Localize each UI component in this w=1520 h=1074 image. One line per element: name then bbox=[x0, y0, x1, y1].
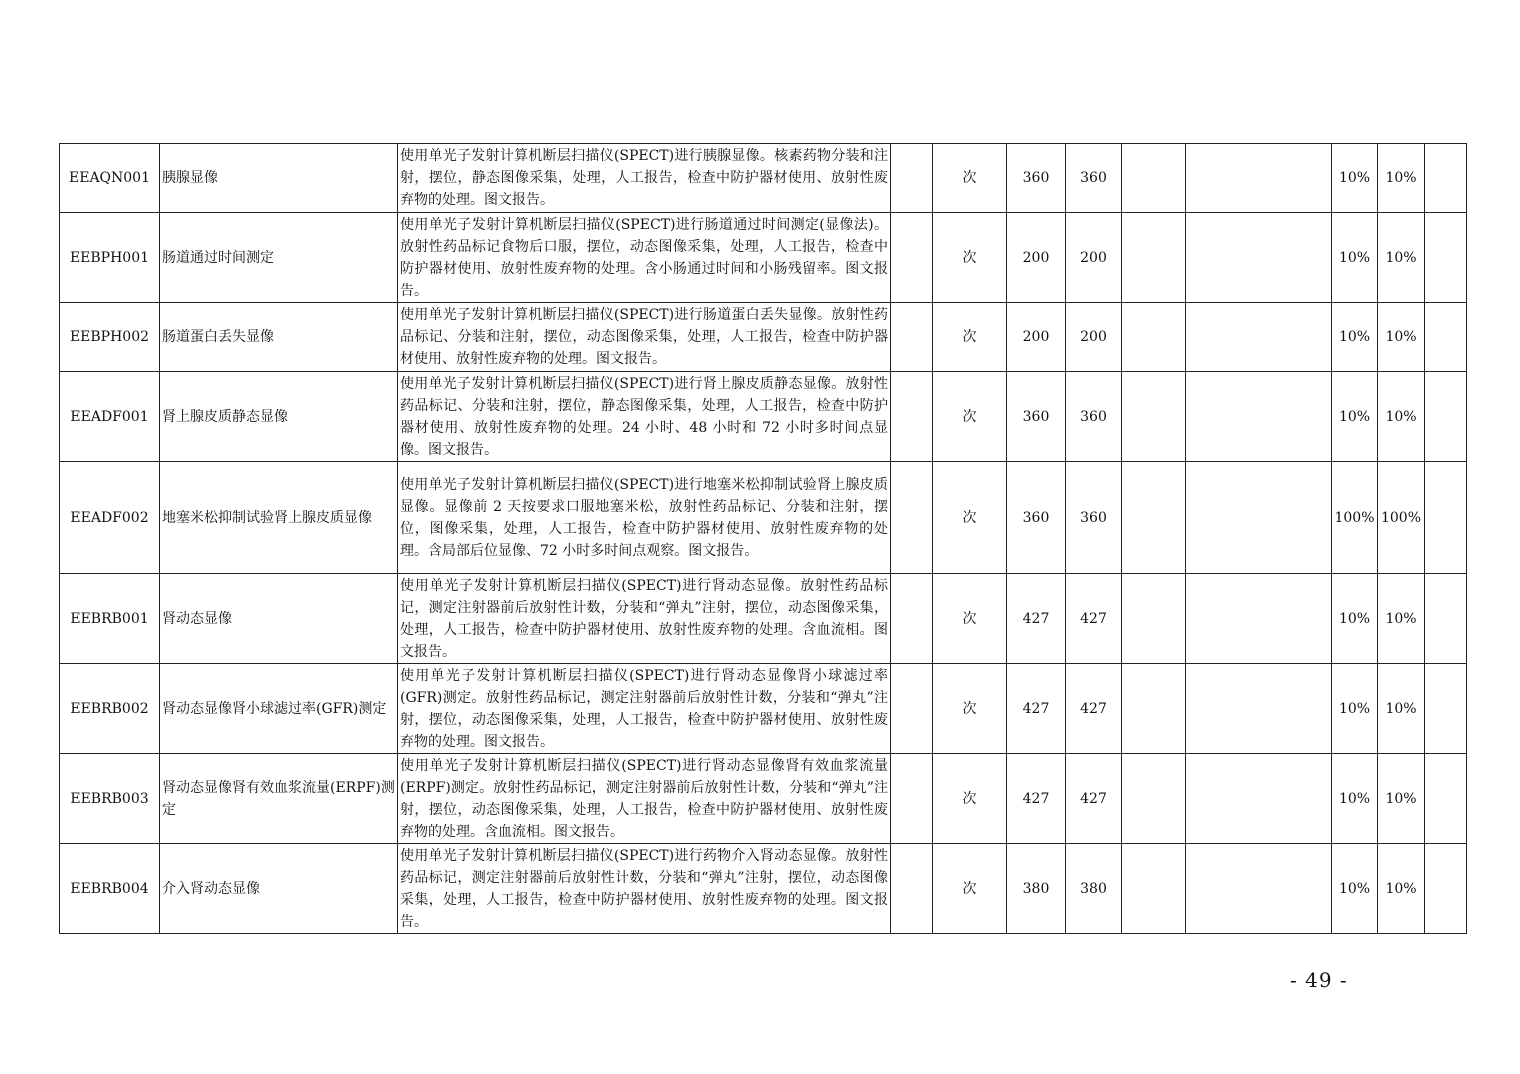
item-price-2: 427 bbox=[1066, 754, 1122, 844]
item-price-1: 380 bbox=[1007, 844, 1066, 934]
item-name: 肾上腺皮质静态显像 bbox=[160, 372, 398, 462]
empty-cell bbox=[1425, 574, 1467, 664]
item-description: 使用单光子发射计算机断层扫描仪(SPECT)进行地塞米松抑制试验肾上腺皮质显像。显像前 2 天按要求口服地塞米松，放射性药品标记、分装和注射，摆位，图像采集，处理，人工报告，检查中防护器材使用、放射性废弃物的处理。含局部后位显像、72 小时多时间点观察。图文报告。 bbox=[398, 462, 891, 574]
empty-cell bbox=[1425, 462, 1467, 574]
item-percent-2: 100% bbox=[1378, 462, 1425, 574]
item-code: EEBRB003 bbox=[60, 754, 160, 844]
item-percent-2: 10% bbox=[1378, 303, 1425, 372]
item-price-1: 200 bbox=[1007, 303, 1066, 372]
empty-cell bbox=[1425, 844, 1467, 934]
empty-cell bbox=[1425, 303, 1467, 372]
empty-cell bbox=[891, 664, 933, 754]
item-percent-1: 100% bbox=[1332, 462, 1378, 574]
item-percent-1: 10% bbox=[1332, 213, 1378, 303]
item-percent-2: 10% bbox=[1378, 144, 1425, 213]
item-name: 肾动态显像肾小球滤过率(GFR)测定 bbox=[160, 664, 398, 754]
item-unit: 次 bbox=[933, 144, 1007, 213]
table-row bbox=[60, 462, 1467, 574]
item-code: EEBRB004 bbox=[60, 844, 160, 934]
item-price-2: 360 bbox=[1066, 462, 1122, 574]
empty-cell bbox=[1425, 372, 1467, 462]
empty-cell bbox=[891, 754, 933, 844]
empty-cell bbox=[1425, 213, 1467, 303]
item-description: 使用单光子发射计算机断层扫描仪(SPECT)进行肠道通过时间测定(显像法)。放射性药品标记食物后口服，摆位，动态图像采集，处理，人工报告，检查中防护器材使用、放射性废弃物的处理。含小肠通过时间和小肠残留率。图文报告。 bbox=[398, 213, 891, 303]
item-percent-2: 10% bbox=[1378, 372, 1425, 462]
item-price-2: 200 bbox=[1066, 213, 1122, 303]
empty-cell bbox=[1425, 144, 1467, 213]
item-percent-2: 10% bbox=[1378, 844, 1425, 934]
item-code: EEBPH001 bbox=[60, 213, 160, 303]
item-price-1: 360 bbox=[1007, 462, 1066, 574]
item-percent-1: 10% bbox=[1332, 303, 1378, 372]
item-price-2: 427 bbox=[1066, 664, 1122, 754]
item-price-2: 380 bbox=[1066, 844, 1122, 934]
empty-cell bbox=[1186, 664, 1332, 754]
empty-cell bbox=[891, 144, 933, 213]
item-name: 地塞米松抑制试验肾上腺皮质显像 bbox=[160, 462, 398, 574]
empty-cell bbox=[1186, 144, 1332, 213]
item-percent-2: 10% bbox=[1378, 664, 1425, 754]
item-price-2: 427 bbox=[1066, 574, 1122, 664]
item-description: 使用单光子发射计算机断层扫描仪(SPECT)进行胰腺显像。核素药物分装和注射，摆位，静态图像采集，处理，人工报告，检查中防护器材使用、放射性废弃物的处理。图文报告。 bbox=[398, 144, 891, 213]
item-unit: 次 bbox=[933, 574, 1007, 664]
item-unit: 次 bbox=[933, 844, 1007, 934]
item-percent-1: 10% bbox=[1332, 844, 1378, 934]
item-unit: 次 bbox=[933, 372, 1007, 462]
empty-cell bbox=[1186, 372, 1332, 462]
item-percent-2: 10% bbox=[1378, 213, 1425, 303]
item-name: 肠道通过时间测定 bbox=[160, 213, 398, 303]
item-unit: 次 bbox=[933, 303, 1007, 372]
item-price-1: 360 bbox=[1007, 372, 1066, 462]
item-name: 介入肾动态显像 bbox=[160, 844, 398, 934]
empty-cell bbox=[1425, 664, 1467, 754]
table-row bbox=[60, 144, 1467, 213]
item-percent-2: 10% bbox=[1378, 574, 1425, 664]
item-code: EEBRB001 bbox=[60, 574, 160, 664]
item-percent-1: 10% bbox=[1332, 664, 1378, 754]
table-row bbox=[60, 213, 1467, 303]
empty-cell bbox=[1122, 574, 1186, 664]
empty-cell bbox=[1186, 754, 1332, 844]
item-percent-1: 10% bbox=[1332, 754, 1378, 844]
item-price-2: 360 bbox=[1066, 372, 1122, 462]
item-unit: 次 bbox=[933, 754, 1007, 844]
item-description: 使用单光子发射计算机断层扫描仪(SPECT)进行肾动态显像肾小球滤过率(GFR)测定。放射性药品标记，测定注射器前后放射性计数，分装和“弹丸”注射，摆位，动态图像采集，处理，人工报告，检查中防护器材使用、放射性废弃物的处理。图文报告。 bbox=[398, 664, 891, 754]
price-table bbox=[59, 143, 1467, 934]
item-name: 肾动态显像 bbox=[160, 574, 398, 664]
table-row bbox=[60, 303, 1467, 372]
item-code: EEBPH002 bbox=[60, 303, 160, 372]
item-code: EEAQN001 bbox=[60, 144, 160, 213]
page-number: - 49 - bbox=[1290, 968, 1348, 992]
empty-cell bbox=[1425, 754, 1467, 844]
empty-cell bbox=[1122, 664, 1186, 754]
item-description: 使用单光子发射计算机断层扫描仪(SPECT)进行肠道蛋白丢失显像。放射性药品标记、分装和注射，摆位，动态图像采集，处理，人工报告，检查中防护器材使用、放射性废弃物的处理。图文报告。 bbox=[398, 303, 891, 372]
item-percent-1: 10% bbox=[1332, 144, 1378, 213]
empty-cell bbox=[1186, 844, 1332, 934]
item-code: EEADF002 bbox=[60, 462, 160, 574]
empty-cell bbox=[1122, 303, 1186, 372]
table-row bbox=[60, 844, 1467, 934]
item-percent-2: 10% bbox=[1378, 754, 1425, 844]
item-description: 使用单光子发射计算机断层扫描仪(SPECT)进行药物介入肾动态显像。放射性药品标记，测定注射器前后放射性计数，分装和“弹丸”注射，摆位，动态图像采集，处理，人工报告，检查中防护器材使用、放射性废弃物的处理。图文报告。 bbox=[398, 844, 891, 934]
item-unit: 次 bbox=[933, 664, 1007, 754]
item-description: 使用单光子发射计算机断层扫描仪(SPECT)进行肾动态显像肾有效血浆流量(ERPF)测定。放射性药品标记，测定注射器前后放射性计数，分装和“弹丸”注射，摆位，动态图像采集，处理，人工报告，检查中防护器材使用、放射性废弃物的处理。含血流相。图文报告。 bbox=[398, 754, 891, 844]
empty-cell bbox=[1122, 754, 1186, 844]
item-price-1: 427 bbox=[1007, 664, 1066, 754]
empty-cell bbox=[1122, 372, 1186, 462]
empty-cell bbox=[891, 372, 933, 462]
item-percent-1: 10% bbox=[1332, 574, 1378, 664]
item-unit: 次 bbox=[933, 213, 1007, 303]
item-price-2: 200 bbox=[1066, 303, 1122, 372]
empty-cell bbox=[1122, 144, 1186, 213]
item-price-1: 200 bbox=[1007, 213, 1066, 303]
item-description: 使用单光子发射计算机断层扫描仪(SPECT)进行肾上腺皮质静态显像。放射性药品标记、分装和注射，摆位，静态图像采集，处理，人工报告，检查中防护器材使用、放射性废弃物的处理。24 小时、48 小时和 72 小时多时间点显像。图文报告。 bbox=[398, 372, 891, 462]
item-price-2: 360 bbox=[1066, 144, 1122, 213]
item-name: 胰腺显像 bbox=[160, 144, 398, 213]
empty-cell bbox=[1186, 462, 1332, 574]
item-code: EEBRB002 bbox=[60, 664, 160, 754]
empty-cell bbox=[1186, 303, 1332, 372]
item-price-1: 360 bbox=[1007, 144, 1066, 213]
table-row bbox=[60, 754, 1467, 844]
empty-cell bbox=[891, 303, 933, 372]
empty-cell bbox=[1186, 574, 1332, 664]
empty-cell bbox=[1122, 213, 1186, 303]
table-row bbox=[60, 664, 1467, 754]
item-unit: 次 bbox=[933, 462, 1007, 574]
table-row bbox=[60, 574, 1467, 664]
empty-cell bbox=[891, 462, 933, 574]
table-row bbox=[60, 372, 1467, 462]
item-name: 肾动态显像肾有效血浆流量(ERPF)测定 bbox=[160, 754, 398, 844]
empty-cell bbox=[891, 844, 933, 934]
item-description: 使用单光子发射计算机断层扫描仪(SPECT)进行肾动态显像。放射性药品标记，测定注射器前后放射性计数，分装和“弹丸”注射，摆位，动态图像采集，处理，人工报告，检查中防护器材使用、放射性废弃物的处理。含血流相。图文报告。 bbox=[398, 574, 891, 664]
empty-cell bbox=[891, 574, 933, 664]
empty-cell bbox=[1122, 462, 1186, 574]
empty-cell bbox=[1122, 844, 1186, 934]
item-price-1: 427 bbox=[1007, 754, 1066, 844]
item-name: 肠道蛋白丢失显像 bbox=[160, 303, 398, 372]
empty-cell bbox=[1186, 213, 1332, 303]
item-percent-1: 10% bbox=[1332, 372, 1378, 462]
empty-cell bbox=[891, 213, 933, 303]
item-code: EEADF001 bbox=[60, 372, 160, 462]
item-price-1: 427 bbox=[1007, 574, 1066, 664]
